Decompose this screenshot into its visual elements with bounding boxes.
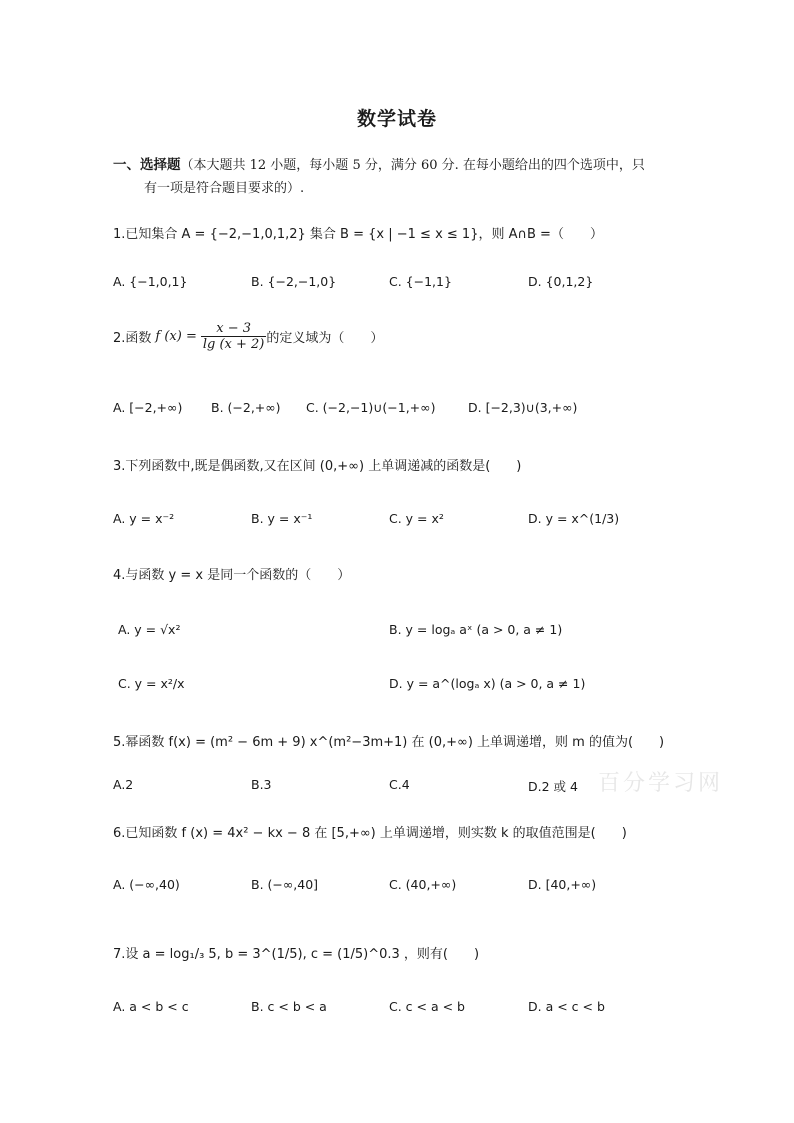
question-2-option-a: A. [−2,+∞) bbox=[113, 400, 183, 415]
question-2-option-c: C. (−2,−1)∪(−1,+∞) bbox=[306, 400, 436, 415]
section-instructions-line2: 有一项是符合题目要求的）. bbox=[144, 181, 305, 196]
question-7-option-a: A. a < b < c bbox=[113, 999, 189, 1014]
page-title: 数学试卷 bbox=[356, 108, 437, 130]
question-4-stem: 4.与函数 y = x 是同一个函数的（ ） bbox=[113, 568, 351, 583]
question-2-fraction bbox=[201, 321, 267, 352]
question-3-option-d: D. y = x^(1/3) bbox=[528, 511, 620, 526]
question-3-option-a: A. y = x⁻² bbox=[113, 511, 175, 526]
question-5-option-d: D.2 或 4 bbox=[528, 779, 578, 794]
question-1-option-a: A. {−1,0,1} bbox=[113, 274, 188, 289]
section-heading: 一、选择题 bbox=[113, 157, 181, 173]
question-1-stem: 1.已知集合 A = {−2,−1,0,1,2} 集合 B = {x | −1 ≤ x ≤ 1}，则 A∩B =（ ） bbox=[113, 227, 603, 242]
question-6-option-a: A. (−∞,40) bbox=[113, 877, 180, 892]
question-2-prefix: 2.函数 bbox=[113, 331, 152, 346]
question-1-option-d: D. {0,1,2} bbox=[528, 274, 594, 289]
question-7-option-c: C. c < a < b bbox=[389, 999, 465, 1014]
question-7-option-d: D. a < c < b bbox=[528, 999, 605, 1014]
question-4-option-b: B. y = logₐ aˣ (a > 0, a ≠ 1) bbox=[389, 622, 563, 637]
question-1-option-c: C. {−1,1} bbox=[389, 274, 452, 289]
question-7-stem: 7.设 a = log₁/₃ 5, b = 3^(1/5), c = (1/5)^0.3 ，则有( ) bbox=[113, 947, 480, 962]
section-intro bbox=[113, 156, 645, 175]
question-5-option-c: C.4 bbox=[389, 777, 410, 792]
question-2-numerator: x − 3 bbox=[201, 321, 267, 337]
question-6-option-c: C. (40,+∞) bbox=[389, 877, 457, 892]
question-2-stem bbox=[113, 321, 383, 352]
question-2-option-d: D. [−2,3)∪(3,+∞) bbox=[468, 400, 578, 415]
question-2-denominator: lg (x + 2) bbox=[202, 337, 265, 352]
question-1-option-b: B. {−2,−1,0} bbox=[251, 274, 337, 289]
question-4-option-d: D. y = a^(logₐ x) (a > 0, a ≠ 1) bbox=[389, 676, 586, 691]
question-5-stem: 5.幂函数 f(x) = (m² − 6m + 9) x^(m²−3m+1) 在 (0,+∞) 上单调递增，则 m 的值为( ) bbox=[113, 735, 665, 750]
question-3-stem: 3.下列函数中,既是偶函数,又在区间 (0,+∞) 上单调递减的函数是( ) bbox=[113, 459, 522, 474]
question-4-option-c: C. y = x²/x bbox=[118, 676, 185, 691]
question-6-option-d: D. [40,+∞) bbox=[528, 877, 597, 892]
question-2-suffix: 的定义域为（ ） bbox=[266, 331, 384, 346]
question-2-function: f (x) = bbox=[155, 329, 197, 344]
section-instructions-line1: （本大题共 12 小题，每小题 5 分，满分 60 分. 在每小题给出的四个选项中，只 bbox=[180, 158, 645, 173]
question-3-option-c: C. y = x² bbox=[389, 511, 444, 526]
question-3-option-b: B. y = x⁻¹ bbox=[251, 511, 313, 526]
question-4-option-a: A. y = √x² bbox=[118, 622, 181, 637]
question-6-option-b: B. (−∞,40] bbox=[251, 877, 319, 892]
question-6-stem: 6.已知函数 f (x) = 4x² − kx − 8 在 [5,+∞) 上单调递增，则实数 k 的取值范围是( ) bbox=[113, 826, 627, 841]
question-5-option-b: B.3 bbox=[251, 777, 272, 792]
question-7-option-b: B. c < b < a bbox=[251, 999, 327, 1014]
watermark: 百分学习网 bbox=[598, 771, 724, 796]
question-2-option-b: B. (−2,+∞) bbox=[211, 400, 281, 415]
question-5-option-a: A.2 bbox=[113, 777, 134, 792]
